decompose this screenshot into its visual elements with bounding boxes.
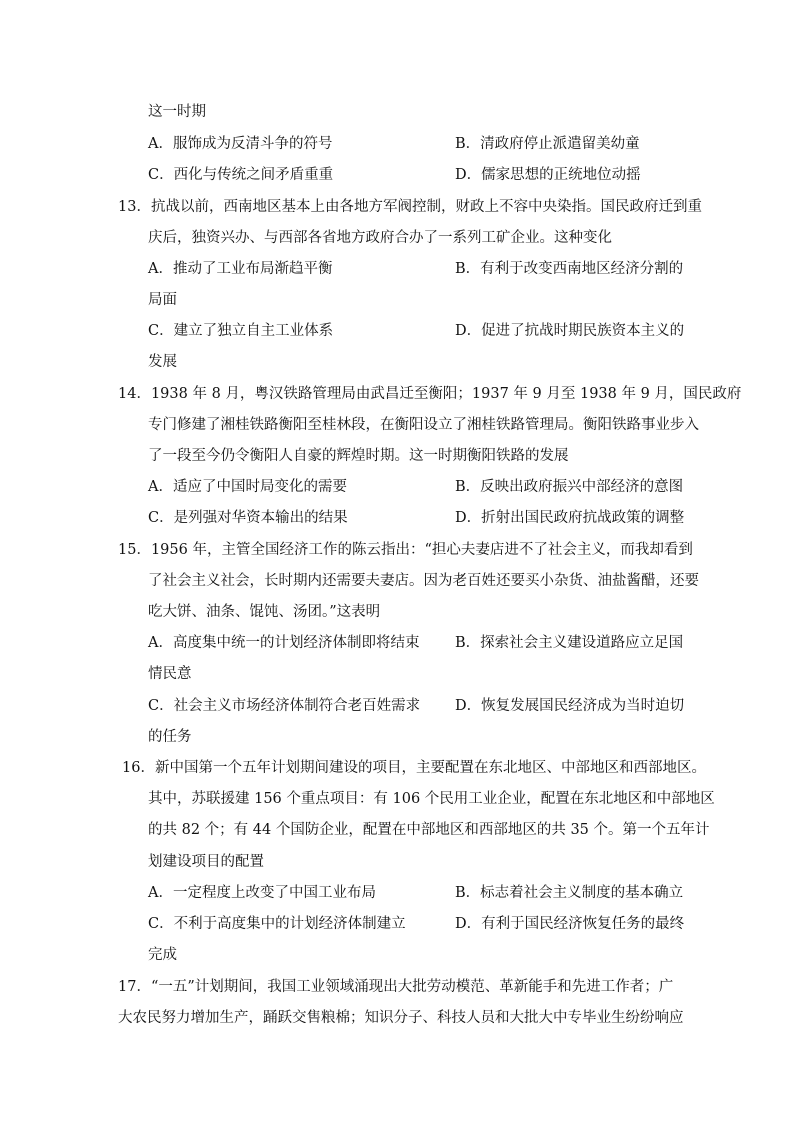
q15-stem-line-1: 15．1956 年，主管全国经济工作的陈云指出：“担心夫妻店进不了社会主义，而我却看到 [118,542,693,558]
q12-option-d: D．儒家思想的正统地位动摇 [455,167,641,183]
q13-option-b-wrap: 局面 [148,292,177,308]
q15-option-a: A．高度集中统一的计划经济体制即将结束 [148,635,420,651]
q13-option-d-wrap: 发展 [148,354,177,370]
q16-stem-line-2: 其中，苏联援建 156 个重点项目：有 106 个民用工业企业，配置在东北地区和中部地区 [148,791,715,807]
q13-option-b: B．有利于改变西南地区经济分割的 [455,261,684,277]
q12-option-b: B．清政府停止派遣留美幼童 [455,136,640,152]
q16-stem-line-1: 16．新中国第一个五年计划期间建设的项目，主要配置在东北地区、中部地区和西部地区。 [122,760,706,776]
q16-stem-line-3: 的共 82 个；有 44 个国防企业，配置在中部地区和西部地区的共 35 个。第一个五年计 [148,822,710,838]
q12-stem-continuation: 这一时期 [148,104,206,120]
q14-stem-line-2: 专门修建了湘桂铁路衡阳至桂林段，在衡阳设立了湘桂铁路管理局。衡阳铁路事业步入 [148,417,699,433]
q14-stem-line-1: 14．1938 年 8 月，粤汉铁路管理局由武昌迁至衡阳；1937 年 9 月至 1938 年 9 月，国民政府 [118,386,742,402]
q13-option-c: C．建立了独立自主工业体系 [148,323,334,339]
q14-stem-line-3: 了一段至今仍令衡阳人自豪的辉煌时期。这一时期衡阳铁路的发展 [148,448,569,464]
q16-option-d-wrap: 完成 [148,947,177,963]
q15-option-b-wrap: 情民意 [148,666,192,682]
q15-option-d: D．恢复发展国民经济成为当时迫切 [455,698,685,714]
q15-stem-line-3: 吃大饼、油条、馄饨、汤团。”这表明 [148,604,381,620]
q14-option-b: B．反映出政府振兴中部经济的意图 [455,479,684,495]
q14-option-d: D．折射出国民政府抗战政策的调整 [455,510,685,526]
q17-stem-line-1: 17．“一五”计划期间，我国工业领域涌现出大批劳动模范、革新能手和先进工作者；广 [118,979,674,995]
q15-stem-line-2: 了社会主义社会，长时期内还需要夫妻店。因为老百姓还要买小杂货、油盐酱醋，还要 [148,573,699,589]
q16-option-d: D．有利于国民经济恢复任务的最终 [455,916,685,932]
q13-option-a: A．推动了工业布局渐趋平衡 [148,261,333,277]
q15-option-d-wrap: 的任务 [148,729,192,745]
q14-option-a: A．适应了中国时局变化的需要 [148,479,347,495]
q13-stem-line-2: 庆后，独资兴办、与西部各省地方政府合办了一系列工矿企业。这种变化 [148,230,612,246]
q12-option-c: C．西化与传统之间矛盾重重 [148,167,334,183]
q16-option-b: B．标志着社会主义制度的基本确立 [455,885,684,901]
q16-option-c: C．不利于高度集中的计划经济体制建立 [148,916,406,932]
q12-option-a: A．服饰成为反清斗争的符号 [148,136,333,152]
q15-option-b: B．探索社会主义建设道路应立足国 [455,635,684,651]
q15-option-c: C．社会主义市场经济体制符合老百姓需求 [148,698,421,714]
q14-option-c: C．是列强对华资本输出的结果 [148,510,348,526]
q17-stem-line-2: 大农民努力增加生产，踊跃交售粮棉；知识分子、科技人员和大批大中专毕业生纷纷响应 [118,1010,684,1026]
q16-stem-line-4: 划建设项目的配置 [148,854,264,870]
q13-stem-line-1: 13．抗战以前，西南地区基本上由各地方军阀控制，财政上不容中央染指。国民政府迁到重 [118,199,702,215]
q13-option-d: D．促进了抗战时期民族资本主义的 [455,323,685,339]
q16-option-a: A．一定程度上改变了中国工业布局 [148,885,376,901]
